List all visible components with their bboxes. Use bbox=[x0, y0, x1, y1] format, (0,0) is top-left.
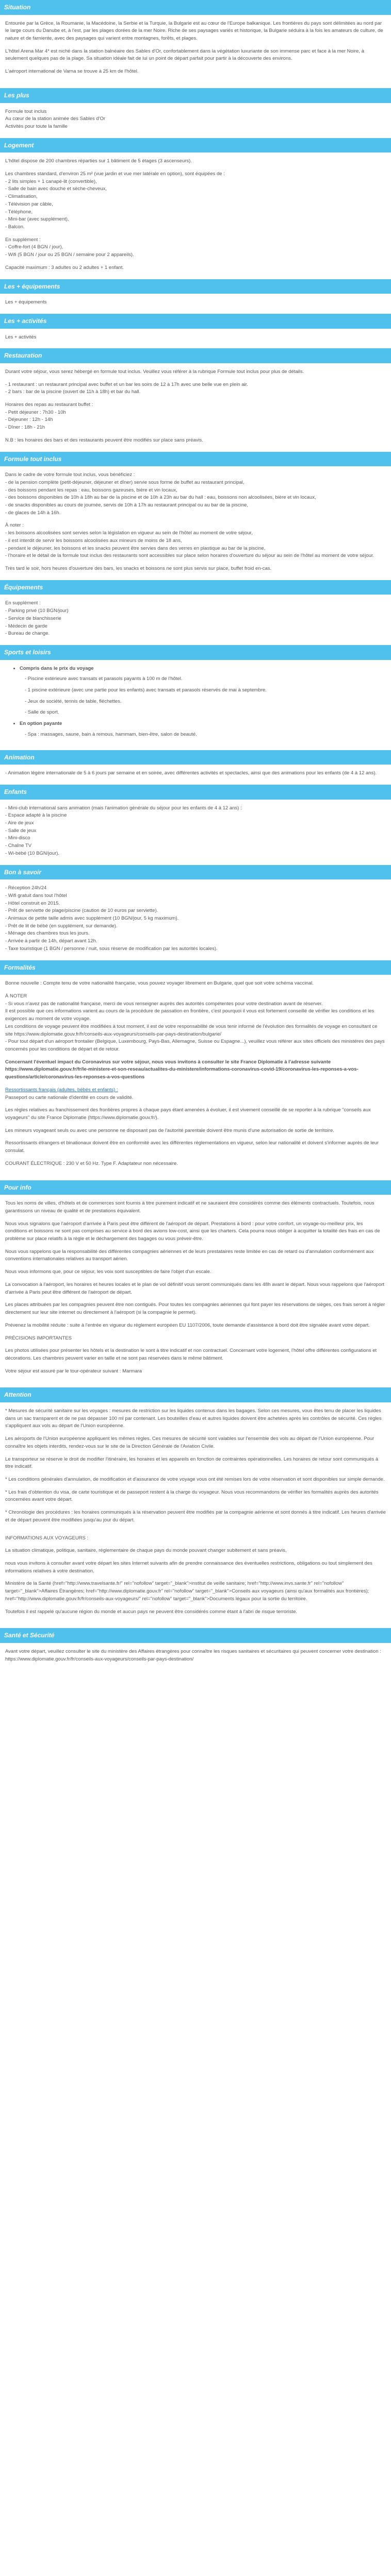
section-situation bbox=[0, 15, 391, 88]
equipements-line: - Service de blanchisserie bbox=[5, 615, 61, 621]
logement-extra: En supplément : bbox=[5, 236, 41, 243]
section-plus-equipements bbox=[0, 294, 391, 314]
bon-savoir-line: - Réception 24h/24 bbox=[5, 885, 47, 891]
pour-info-paragraph: Nous vous informons que, pour ce séjour, les voix sont susceptibles de faire l'objet d'un escale. bbox=[5, 1269, 211, 1275]
formalites-note-line: Il est possible que ces informations varient au cours de la procédure de passation en frontière, c'est pourquoi il vous est fortement conseillé de vérifier les conditions et les exigences au moment de votre voyage. bbox=[5, 1008, 374, 1022]
enfants-line: - Salle de jeux bbox=[5, 827, 37, 834]
formalites-note-line: - Pour tout départ d'un aéroport frontalier (Belgique, Luxembourg, Pays-Bas, Allemagne, Suisse ou Espagne...), veuillez vous référer aux sites officiels des ministères des pays concernés pour les conditions de départ et de retour. bbox=[5, 1039, 385, 1052]
sports-included-item: - Piscine extérieure avec transats et parasols payants à 100 m de l'hôtel. bbox=[25, 676, 183, 682]
situation-paragraph: L'aéroport international de Varna se trouve à 25 km de l'hôtel. bbox=[5, 69, 139, 75]
formalites-p1: Bonne nouvelle : Compte tenu de votre nationalité française, vous pouvez voyager librement en Bulgarie, quel que soit votre schéma vaccinal. bbox=[5, 980, 314, 987]
logement-line: - Climatisation, bbox=[5, 194, 38, 200]
section-header-bon-savoir: Bon à savoir bbox=[0, 865, 391, 880]
attention-info-title: INFORMATIONS AUX VOYAGEURS : bbox=[5, 1535, 89, 1541]
sports-included-title: Compris dans le prix du voyage bbox=[20, 665, 94, 671]
sports-paid bbox=[20, 720, 386, 738]
bon-savoir-line: - Animaux de petite taille admis avec supplément (10 BGN/jour, 5 kg maximum). bbox=[5, 916, 179, 921]
section-header-plus-equipements: Les + équipements bbox=[0, 279, 391, 294]
section-header-logement: Logement bbox=[0, 138, 391, 153]
attention-paragraph: * Les frais d'obtention du visa, de carte touristique et de passeport restent à la charge du voyageur. Nous vous recommandons de vérifier les formalités auprès des autorités concernées avant votre départ. bbox=[5, 1489, 379, 1503]
plus-item: Activités pour toute la famille bbox=[5, 123, 68, 129]
pour-info-paragraph: Nous vous rappelons que la responsabilité des différentes compagnies aériennes et de leurs prestataires reste limitée en cas de retard ou d'annulation conformément aux conventions internationales relatives au transport aérien. bbox=[5, 1248, 374, 1262]
logement-line: - Salle de bain avec douche et sèche-cheveux, bbox=[5, 186, 107, 192]
logement-capacity: Capacité maximum : 3 adultes ou 2 adultes + 1 enfant. bbox=[5, 264, 124, 270]
attention-paragraph: Le transporteur se réserve le droit de modifier l'itinéraire, les horaires et les appareils en fonction de contraintes opérationnelles. Les horaires de retour sont communiqués à titre indicatif. bbox=[5, 1456, 379, 1470]
section-pour-info bbox=[0, 1195, 391, 1387]
section-header-equipements: Équipements bbox=[0, 580, 391, 595]
attention-paragraph: * Les conditions générales d'annulation, de modification et d'assurance de votre voyage vous ont été remises lors de votre réservation et sont disponibles sur simple demande. bbox=[5, 1477, 385, 1482]
plus-activites-text: Les + activités bbox=[5, 334, 37, 340]
section-header-enfants: Enfants bbox=[0, 785, 391, 800]
bon-savoir-line: - Prêt de lit de bébé (en supplément, sur demande). bbox=[5, 923, 118, 929]
restauration-line: - 1 restaurant : un restaurant principal avec buffet et un bar les soirs de 12 à 17h avec une belle vue en plein air. bbox=[5, 381, 248, 387]
restauration-hours-title: Horaires des repas au restaurant buffet : bbox=[5, 401, 93, 408]
formalites-foreigners: Ressortissants étrangers et binationaux doivent être en conformité avec les différentes réglementations en vigueur, selon leur nationalité et doivent s'informer auprès de leur consulat. bbox=[5, 1140, 379, 1154]
restauration-hours: - Déjeuner : 12h - 14h bbox=[5, 417, 53, 423]
section-header-attention: Attention bbox=[0, 1387, 391, 1402]
sports-list bbox=[5, 665, 386, 739]
logement-extra: - Wifi (5 BGN / jour ou 25 BGN / semaine pour 2 appareils). bbox=[5, 252, 134, 258]
situation-paragraph: L'hôtel Arena Mar 4* est niché dans la station balnéaire des Sables d'Or, confortablement dans la végétation luxuriante de son immense parc et face à la mer Noire, à seulement quelques pas de la plage. Sa situation idéale fait de lui un point de départ parfait pour partir à la découverte des environs. bbox=[5, 48, 364, 62]
section-les-plus bbox=[0, 103, 391, 138]
formalites-nationals-title[interactable]: Ressortissants français (adultes, bébés et enfants) : bbox=[5, 1087, 118, 1093]
section-header-formalites: Formalités bbox=[0, 960, 391, 975]
restauration-hours: - Petit déjeuner : 7h30 - 10h bbox=[5, 409, 66, 415]
formule-nb-line: - pendant le déjeuner, les boissons et les snacks peuvent être servies dans des verres en plastique au bar de la piscine, bbox=[5, 545, 266, 551]
attention-paragraph: * Mesures de sécurité sanitaire sur les voyages : mesures de restriction sur les liquides contenus dans les bagages. Selon ces mesures, vous êtes tenu de placer les liquides dans un sac transparent et de ne pas dépasser 100 ml par contenant. Les bouteilles d'eau et autres liquides doivent être achetées après les contrôles de sécurité. Ces règles s'appliquent aux vols au départ de l'Union européenne. bbox=[5, 1408, 382, 1429]
enfants-line: - Wi-bébé (10 BGN/jour). bbox=[5, 850, 60, 856]
restauration-note: N.B : les horaires des bars et des restaurants peuvent être modifiés sur place sans préavis. bbox=[5, 437, 203, 443]
formalites-minors: Les mineurs voyageant seuls ou avec une personne ne disposant pas de l'autorité parentale doivent être munis d'une autorisation de sortie de territoire. bbox=[5, 1127, 334, 1133]
plus-item: Au cœur de la station animée des Sables d'Or bbox=[5, 116, 106, 122]
logement-line: - 2 lits simples + 1 canapé-lit (convertible), bbox=[5, 178, 97, 184]
attention-info-paragraph: nous vous invitons à consulter avant votre départ les sites Internet suivants afin de prendre connaissance des éventuelles restrictions, obligations ou tout simplement des informations relatives à votre destination. bbox=[5, 1561, 372, 1574]
attention-info-links[interactable]: Ministère de la Santé (href="http://www.travelsante.fr/" rel="nofollow" target="_blank">institut de veille sanitaire; href="http://www.invs.sante.fr" rel="nofollow" target="_blank">Affaires Étrangères; href="http://www.diplomatie.gouv.fr" rel="nofollow" target="_blank">Conseils aux voyageurs (ainsi qu'aux formalités aux frontières); href="http://www.diplomatie.gouv.fr/fr/conseils-aux-voyageurs/" rel="nofollow" target="_blank">Documents légaux pour la sortie du territoire. bbox=[5, 1581, 369, 1602]
equipements-line: - Parking privé (10 BGN/jour) bbox=[5, 608, 69, 614]
sports-paid-item: - Spa : massages, saune, bain à remous, hammam, bien-être, salon de beauté. bbox=[25, 731, 197, 737]
sports-paid-title: En option payante bbox=[20, 721, 62, 727]
attention-info-paragraph: Toutefois il est rappelé qu'aucune région du monde et aucun pays ne peuvent être considérés comme étant à l'abri de risque terroriste. bbox=[5, 1608, 298, 1615]
section-plus-activites bbox=[0, 329, 391, 349]
pour-info-paragraph: PRÉCISIONS IMPORTANTES bbox=[5, 1335, 72, 1341]
bon-savoir-line: - Ménage des chambres tous les jours. bbox=[5, 930, 90, 937]
pour-info-paragraph: Votre séjour est assuré par le tour-opérateur suivant : Marmara bbox=[5, 1368, 142, 1374]
formule-nb-line: - les boissons alcoolisées sont servies selon la législation en vigueur au sein de l'hôtel au moment de votre séjour, bbox=[5, 530, 253, 536]
section-formalites bbox=[0, 975, 391, 1180]
equipements-line: - Bureau de change. bbox=[5, 631, 50, 637]
formalites-covid: Concernant l'éventuel impact du Coronavirus sur votre séjour, nous vous invitons à consulter le site France Diplomatie à l'adresse suivante https://www.diplomatie.gouv.fr/fr/le-ministere-et-son-reseau/actualites-du-ministere/informations-coronavirus-covid-19/coronavirus-les-reponses-a-vos-questions/article/coronavirus-les-reponses-a-vos-questions bbox=[5, 1059, 359, 1080]
formule-nb-line: - il est interdit de servir les boissons alcoolisées aux mineurs de moins de 18 ans, bbox=[5, 537, 182, 544]
section-bon-savoir bbox=[0, 879, 391, 960]
sports-included-item: - Salle de sport. bbox=[25, 709, 59, 716]
formule-intro: Dans le cadre de votre formule tout inclus, vous bénéficiez : bbox=[5, 472, 135, 478]
restauration-line: - 2 bars : bar de la piscine (ouvert de 11h à 18h) et bar du hall. bbox=[5, 389, 141, 395]
attention-paragraph: Les aéroports de l'Union européenne appliquent les mêmes règles. Ces mesures de sécurité sont valables sur l'ensemble des vols au départ de l'Union européenne. Pour connaître les objets interdits, rendez-vous sur le site de la Direction Générale de l'Aviation Civile. bbox=[5, 1436, 374, 1449]
section-header-restauration: Restauration bbox=[0, 348, 391, 363]
logement-line: - Balcon. bbox=[5, 224, 25, 230]
formalites-rules: Les règles relatives au franchissement des frontières propres à chaque pays étant amenées à évoluer, il est vivement conseillé de se reporter à la rubrique "conseils aux voyageurs" du site France Diplomatie (https://www.diplomatie.gouv.fr/). bbox=[5, 1107, 371, 1121]
section-sports bbox=[0, 660, 391, 750]
sports-included-item: - 1 piscine extérieure (avec une partie pour les enfants) avec transats et parasols réservés de mai à septembre. bbox=[25, 687, 267, 693]
section-header-pour-info: Pour info bbox=[0, 1180, 391, 1195]
logement-line: - Télévision par câble, bbox=[5, 201, 53, 207]
formalites-note-line: Les conditions de voyage peuvent être modifiées à tout moment, il est de votre responsabilité de vous tenir informé de l'évolution des formalités de voyage en consultant ce site https://www.diplomatie.gouv.fr/fr/conseils-aux-voyageurs/conseils-par-pays-destination/bulgarie/ bbox=[5, 1023, 378, 1037]
formalites-note-line: - Si vous n'avez pas de nationalité française, merci de vous renseigner auprès des autorités compétentes pour votre destination avant de réserver. bbox=[5, 1001, 323, 1007]
section-header-les-plus: Les plus bbox=[0, 88, 391, 103]
sports-included bbox=[20, 665, 386, 717]
bon-savoir-line: - Prêt de serviette de plage/piscine (caution de 10 euros par serviette). bbox=[5, 908, 158, 914]
sports-included-item: - Jeux de société, tennis de table, fléchettes. bbox=[25, 698, 122, 704]
pour-info-paragraph: Tous les noms de villes, d'hôtels et de commerces sont fournis à titre purement indicatif et ne sauraient être considérés comme des éléments contractuels. Toutefois, nous garantissons un niveau de qualité et de prestations équivalent. bbox=[5, 1200, 374, 1214]
logement-intro: L'hôtel dispose de 200 chambres réparties sur 1 bâtiment de 5 étages (3 ascenseurs). bbox=[5, 158, 192, 164]
restauration-intro: Durant votre séjour, vous serez hébergé en formule tout inclus. Veuillez vous référer à la rubrique Formule tout inclus pour plus de détails. bbox=[5, 368, 304, 375]
formule-line: - des boissons pendant les repas : eau, boissons gazeuses, bière et vin locaux, bbox=[5, 487, 177, 493]
logement-line: - Mini-bar (avec supplément), bbox=[5, 216, 69, 223]
situation-paragraph: Entourée par la Grèce, la Roumanie, la Macédoine, la Serbie et la Turquie, la Bulgarie est au cœur de l'Europe balkanique. Les frontières du pays sont délimitées au nord par le large cours du Danube et, à l'est, par les plages dorées de la mer Noire. Riche de ses paysages variés et historique, la Bulgarie séduira à la fois les amateurs de culture, de nature et de farniente, avec des paysages qui varient entre montagnes, forêts, et plages. bbox=[5, 20, 383, 42]
plus-item: Formule tout inclus bbox=[5, 108, 47, 114]
logement-extra: - Coffre-fort (4 BGN / jour), bbox=[5, 244, 63, 250]
logement-line: Les chambres standard, d'environ 25 m² (vue jardin et vue mer latérale en option), sont équipées de : bbox=[5, 171, 225, 177]
section-animation bbox=[0, 765, 391, 785]
enfants-line: - Chaîne TV bbox=[5, 843, 32, 849]
pour-info-paragraph: La convocation à l'aéroport, les horaires et heures locales et le plan de vol définitif vous seront communiqués dans les 48h avant le départ. Nous vous rappelons que l'aéroport d'arrivée à Paris peut être différent de l'aéroport de départ. bbox=[5, 1281, 385, 1295]
formule-line: - de la pension complète (petit-déjeuner, déjeuner et dîner) servie sous forme de buffet au restaurant principal, bbox=[5, 479, 245, 485]
enfants-intro: - Mini-club international sans animation (mais l'animation générale du séjour pour les enfants de 4 à 12 ans) : bbox=[5, 805, 242, 811]
enfants-line: - Espace adapté à la piscine bbox=[5, 812, 67, 819]
section-header-animation: Animation bbox=[0, 750, 391, 765]
logement-line: - Téléphone, bbox=[5, 209, 33, 215]
formule-extra: Très tard le soir, hors heures d'ouverture des bars, les snacks et boissons ne sont plus servis sur place, buffet froid en-cas. bbox=[5, 566, 272, 572]
bon-savoir-line: - Taxe touristique (1 BGN / personne / nuit, sous réserve de modification par les autorités locales). bbox=[5, 945, 218, 952]
section-header-plus-activites: Les + activités bbox=[0, 314, 391, 329]
section-header-sports: Sports et loisirs bbox=[0, 645, 391, 660]
formule-line: - des boissons disponibles de 10h à 18h au bar de la piscine et de 10h à 23h au bar du hall : eau, boissons non alcoolisées, bière et vin locaux, bbox=[5, 495, 316, 501]
enfants-line: - Aire de jeux bbox=[5, 820, 34, 826]
section-restauration bbox=[0, 363, 391, 452]
section-attention bbox=[0, 1402, 391, 1628]
formalites-nationals: Passeport ou carte nationale d'identité en cours de validité. bbox=[5, 1094, 134, 1100]
pour-info-paragraph: Les photos utilisées pour présenter les hôtels et la destination le sont à titre indicatif et non contractuel. Concernant votre logement, l'hôtel offre différentes configurations et décorations. Les chambres peuvent varier en taille et ne sont pas réservées dans le même bâtiment. bbox=[5, 1348, 377, 1361]
attention-paragraph: * Chronologie des procédures : les horaires communiqués à la réservation peuvent être modifiés par la compagnie aérienne et sont donnés à titre indicatif. Les heures d'arrivée et de départ peuvent être modifiées jusqu'au jour du départ. bbox=[5, 1510, 386, 1523]
bon-savoir-line: - Arrivée à partir de 14h, départ avant 12h. bbox=[5, 938, 97, 944]
section-formule bbox=[0, 466, 391, 580]
equipements-line: - Médecin de garde bbox=[5, 623, 47, 629]
pour-info-paragraph: Nous vous signalons que l'aéroport d'arrivée à Paris peut être différent de l'aéroport de départ. Prestations à bord : pour votre confort, un voyage-ou-meilleur prix, les conditions et boissons ne sont pas comprises au service à bord des avions low-cost, ainsi que les charters. Cela pourra nous obliger à acquitter la totalité des frais en cas de problème sur place relatifs à la règle et le déchargement des bagages ou vous préveir-être. bbox=[5, 1221, 380, 1242]
sante-text: Avant votre départ, veuillez consulter le site du ministère des Affaires étrangères pour connaître les risques sanitaires et sécuritaires qui peuvent concerner votre destination : https://www.diplomatie.gouv.fr/fr/conseils-aux-voyageurs/conseils-par-pays-destination/ bbox=[5, 1648, 381, 1662]
formule-nb-title: À noter : bbox=[5, 522, 24, 529]
section-header-situation: Situation bbox=[0, 0, 391, 15]
attention-info-paragraph: La situation climatique, politique, sanitaire, réglementaire de chaque pays du monde pouvant changer subitement et sans préavis, bbox=[5, 1548, 287, 1554]
animation-text: - Animation légère internationale de 5 à 6 jours par semaine et en soirée, avec différentes activités et spectacles, ainsi que des animations pour les enfants (de 4 à 12 ans). bbox=[5, 770, 377, 776]
section-logement bbox=[0, 152, 391, 279]
formule-line: - de glaces de 14h à 16h. bbox=[5, 510, 61, 516]
bon-savoir-line: - Wifi gratuit dans tout l'hôtel bbox=[5, 892, 67, 899]
bon-savoir-line: - Hôtel construit en 2015. bbox=[5, 900, 60, 906]
pour-info-paragraph: Prévenez la mobilité réduite : suite à l'entrée en vigueur du règlement européen EU 1107/2006, toute demande d'assistance à bord doit être signalée avant votre départ. bbox=[5, 1322, 370, 1328]
section-header-sante: Santé et Sécurité bbox=[0, 1628, 391, 1643]
enfants-line: - Mini-disco bbox=[5, 835, 30, 841]
section-enfants bbox=[0, 800, 391, 865]
restauration-hours: - Dîner : 18h - 21h bbox=[5, 425, 45, 431]
section-equipements bbox=[0, 595, 391, 645]
equipements-intro: En supplément : bbox=[5, 600, 41, 606]
formule-nb-line: - l'horaire et le détail de la formule tout inclus des restaurants sont accessibles sur place selon horaires d'ouverture du séjour au sein de l'hôtel au moment de votre séjour. bbox=[5, 553, 374, 559]
section-header-formule: Formule tout inclus bbox=[0, 452, 391, 467]
pour-info-paragraph: Les places attribuées par les compagnies peuvent être non contiguës. Pour toutes les compagnies aériennes qui font payer les réservations de sièges, ces frais seront à régler directement sur leur site internet ou directement à l'aéroport (si la compagnie le permet). bbox=[5, 1302, 385, 1316]
plus-equipements-text: Les + équipements bbox=[5, 299, 47, 306]
formalites-note-title: À NOTER bbox=[5, 993, 27, 999]
formalites-electricity: COURANT ÉLECTRIQUE : 230 V et 50 Hz. Type F. Adaptateur non nécessaire. bbox=[5, 1160, 178, 1166]
formule-line: - de snacks disponibles au cours de journée, servis de 10h à 17h au restaurant principal ou au bar de la piscine, bbox=[5, 502, 249, 509]
section-sante bbox=[0, 1643, 391, 1675]
